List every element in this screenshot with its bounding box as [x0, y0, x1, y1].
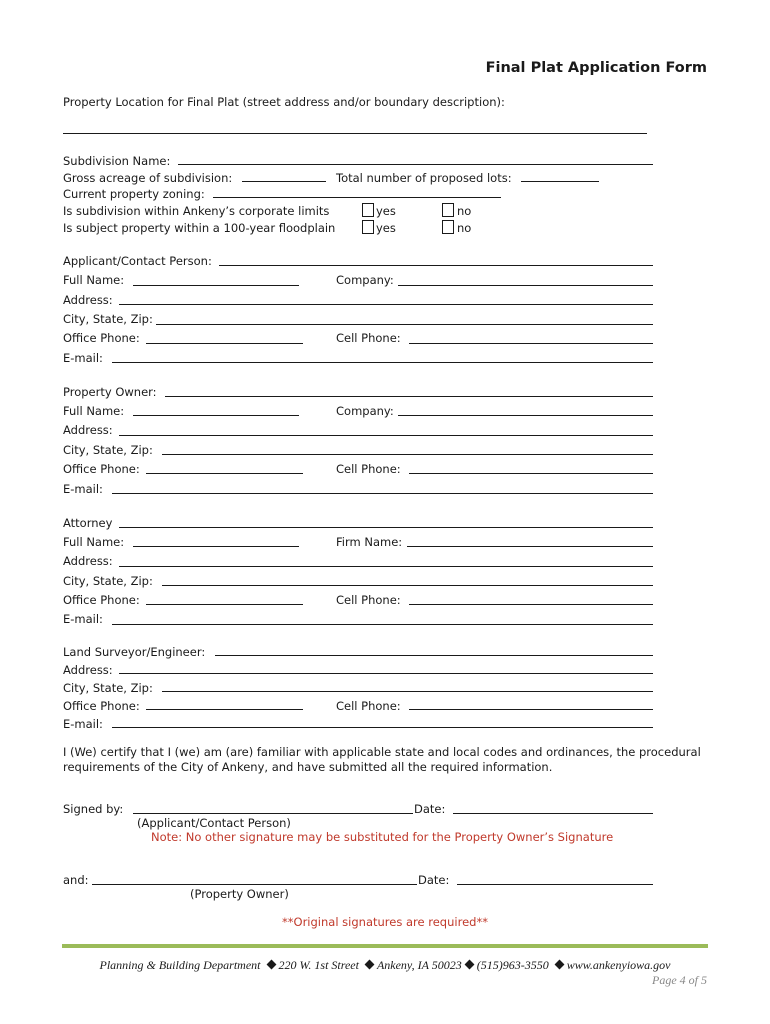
applicant-city-label: City, State, Zip:: [63, 312, 153, 326]
surveyor-heading: Land Surveyor/Engineer:: [63, 645, 206, 659]
applicant-office-phone-field[interactable]: [146, 343, 303, 344]
corporate-limits-yes-checkbox[interactable]: [362, 203, 374, 217]
attorney-cell-phone-label: Cell Phone:: [336, 593, 401, 607]
property-location-field[interactable]: [63, 133, 647, 134]
owner-email-field[interactable]: [112, 493, 653, 494]
footer-website[interactable]: www.ankenyiowa.gov: [566, 958, 671, 972]
current-zoning-label: Current property zoning:: [63, 187, 205, 201]
owner-heading: Property Owner:: [63, 385, 157, 399]
corporate-limits-no-checkbox[interactable]: [442, 203, 454, 217]
original-signatures-notice: **Original signatures are required**: [282, 915, 488, 929]
surveyor-office-phone-field[interactable]: [146, 709, 303, 710]
attorney-email-label: E-mail:: [63, 612, 103, 626]
owner-date-label: Date:: [418, 873, 450, 887]
floodplain-no-checkbox[interactable]: [442, 220, 454, 234]
form-title: Final Plat Application Form: [485, 60, 707, 76]
owner-email-label: E-mail:: [63, 482, 103, 496]
attorney-city-label: City, State, Zip:: [63, 574, 153, 588]
signed-by-label: Signed by:: [63, 802, 124, 816]
current-zoning-field[interactable]: [213, 197, 501, 198]
gross-acreage-label: Gross acreage of subdivision:: [63, 171, 233, 185]
applicant-company-field[interactable]: [398, 285, 653, 286]
signature-note: Note: No other signature may be substituted for the Property Owner’s Signature: [151, 830, 614, 844]
diamond-bullet-icon: [266, 960, 276, 970]
attorney-full-name-label: Full Name:: [63, 535, 125, 549]
subdivision-name-field[interactable]: [178, 164, 653, 165]
applicant-heading: Applicant/Contact Person:: [63, 254, 212, 268]
attorney-heading: Attorney: [63, 516, 113, 530]
owner-city-field[interactable]: [162, 454, 653, 455]
owner-cell-phone-label: Cell Phone:: [336, 462, 401, 476]
owner-office-phone-field[interactable]: [146, 473, 303, 474]
subdivision-name-label: Subdivision Name:: [63, 154, 171, 168]
corporate-limits-yes-label: yes: [376, 204, 396, 218]
attorney-full-name-field[interactable]: [133, 546, 299, 547]
property-location-label: Property Location for Final Plat (street address and/or boundary description):: [63, 95, 505, 109]
surveyor-field[interactable]: [215, 655, 653, 656]
surveyor-cell-phone-field[interactable]: [409, 709, 653, 710]
applicant-full-name-field[interactable]: [133, 285, 299, 286]
owner-office-phone-label: Office Phone:: [63, 462, 140, 476]
owner-signature-field[interactable]: [92, 884, 417, 885]
attorney-address-field[interactable]: [119, 566, 653, 567]
and-label: and:: [63, 873, 89, 887]
applicant-date-field[interactable]: [453, 813, 653, 814]
attorney-firm-name-label: Firm Name:: [336, 535, 403, 549]
applicant-address-label: Address:: [63, 293, 113, 307]
applicant-cell-phone-field[interactable]: [409, 343, 653, 344]
owner-date-field[interactable]: [457, 884, 653, 885]
attorney-field[interactable]: [119, 527, 653, 528]
attorney-cell-phone-field[interactable]: [409, 604, 653, 605]
surveyor-address-label: Address:: [63, 663, 113, 677]
attorney-address-label: Address:: [63, 554, 113, 568]
diamond-bullet-icon: [464, 960, 474, 970]
owner-signature-caption: (Property Owner): [190, 887, 289, 901]
surveyor-office-phone-label: Office Phone:: [63, 699, 140, 713]
applicant-cell-phone-label: Cell Phone:: [336, 331, 401, 345]
owner-full-name-label: Full Name:: [63, 404, 125, 418]
footer-contact: [0, 958, 770, 973]
applicant-city-field[interactable]: [156, 324, 653, 325]
owner-company-label: Company:: [336, 404, 394, 418]
applicant-signature-caption: (Applicant/Contact Person): [137, 816, 291, 830]
corporate-limits-no-label: no: [457, 204, 472, 218]
owner-address-field[interactable]: [119, 435, 653, 436]
surveyor-address-field[interactable]: [119, 673, 653, 674]
footer-divider: [62, 944, 708, 948]
applicant-office-phone-label: Office Phone:: [63, 331, 140, 345]
attorney-city-field[interactable]: [162, 585, 653, 586]
total-lots-field[interactable]: [521, 181, 599, 182]
attorney-office-phone-label: Office Phone:: [63, 593, 140, 607]
total-lots-label: Total number of proposed lots:: [336, 171, 512, 185]
certification-line-1: I (We) certify that I (we) am (are) familiar with applicable state and local codes and ordinances, the procedural: [63, 745, 701, 759]
applicant-signature-field[interactable]: [133, 813, 413, 814]
floodplain-label: Is subject property within a 100-year floodplain: [63, 221, 336, 235]
diamond-bullet-icon: [365, 960, 375, 970]
certification-line-2: requirements of the City of Ankeny, and have submitted all the required information.: [63, 760, 553, 774]
footer-street: 220 W. 1st Street: [278, 958, 359, 972]
footer-phone: (515)963-3550: [476, 958, 549, 972]
owner-full-name-field[interactable]: [133, 415, 299, 416]
footer-city: Ankeny, IA 50023: [376, 958, 462, 972]
applicant-company-label: Company:: [336, 273, 394, 287]
applicant-full-name-label: Full Name:: [63, 273, 125, 287]
gross-acreage-field[interactable]: [242, 181, 326, 182]
floodplain-no-label: no: [457, 221, 472, 235]
applicant-date-label: Date:: [414, 802, 446, 816]
applicant-email-label: E-mail:: [63, 351, 103, 365]
owner-name-field[interactable]: [165, 396, 653, 397]
surveyor-email-field[interactable]: [112, 727, 653, 728]
attorney-firm-name-field[interactable]: [407, 546, 653, 547]
page-number: Page 4 of 5: [652, 973, 707, 987]
attorney-office-phone-field[interactable]: [146, 604, 303, 605]
owner-company-field[interactable]: [398, 415, 653, 416]
diamond-bullet-icon: [554, 960, 564, 970]
surveyor-city-field[interactable]: [162, 691, 653, 692]
surveyor-city-label: City, State, Zip:: [63, 681, 153, 695]
owner-city-label: City, State, Zip:: [63, 443, 153, 457]
owner-address-label: Address:: [63, 423, 113, 437]
applicant-contact-field[interactable]: [219, 265, 653, 266]
applicant-address-field[interactable]: [119, 304, 653, 305]
footer-department: Planning & Building Department: [99, 958, 261, 972]
corporate-limits-label: Is subdivision within Ankeny’s corporate limits: [63, 204, 330, 218]
owner-cell-phone-field[interactable]: [409, 473, 653, 474]
surveyor-cell-phone-label: Cell Phone:: [336, 699, 401, 713]
floodplain-yes-label: yes: [376, 221, 396, 235]
floodplain-yes-checkbox[interactable]: [362, 220, 374, 234]
applicant-email-field[interactable]: [112, 362, 653, 363]
attorney-email-field[interactable]: [112, 624, 653, 625]
surveyor-email-label: E-mail:: [63, 717, 103, 731]
